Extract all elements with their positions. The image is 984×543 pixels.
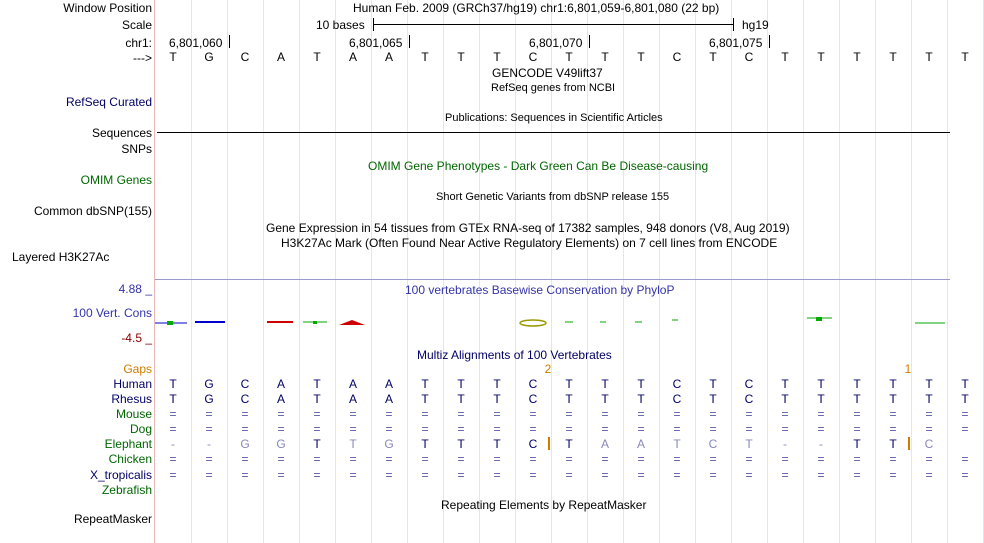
alignment-base-human: T — [637, 377, 645, 391]
alignment-base-human: T — [925, 377, 933, 391]
alignment-base-human: C — [744, 377, 754, 391]
gap-count: 2 — [544, 362, 552, 376]
label-strand: ---> — [133, 51, 152, 65]
alignment-base-elephant: T — [673, 437, 681, 451]
alignment-base-dog: = — [961, 422, 969, 436]
alignment-base-human: G — [204, 377, 214, 391]
coord-label: 6,801,070 — [529, 36, 583, 50]
scale-bar-left-tick — [373, 18, 374, 31]
alignment-base-mouse: = — [385, 407, 393, 421]
alignment-base-elephant: T — [889, 437, 897, 451]
alignment-base-chicken: = — [349, 452, 357, 466]
alignment-base-chicken: = — [493, 452, 501, 466]
alignment-base-xtrop: = — [925, 468, 933, 482]
window-position-text: Human Feb. 2009 (GRCh37/hg19) chr1:6,801,059-6,801,080 (22 bp) — [353, 1, 720, 15]
track-label-repeatmasker[interactable]: RepeatMasker — [73, 512, 152, 526]
species-label-elephant: Elephant — [104, 437, 152, 451]
assembly-label: hg19 — [742, 18, 769, 32]
alignment-base-human: T — [565, 377, 573, 391]
gtex-track-title: Gene Expression in 54 tissues from GTEx RNA-seq of 17382 samples, 948 donors (V8, Aug 2019) — [266, 221, 790, 235]
alignment-base-chicken: = — [205, 452, 213, 466]
alignment-base-human: T — [313, 377, 321, 391]
alignment-base-mouse: = — [169, 407, 177, 421]
alignment-base-rhesus: T — [889, 392, 897, 406]
label-window-position: Window Position — [63, 1, 152, 15]
track-label-snps[interactable]: SNPs — [121, 142, 152, 156]
alignment-base-elephant: G — [384, 437, 394, 451]
alignment-base-rhesus: T — [781, 392, 789, 406]
alignment-base-dog: = — [853, 422, 861, 436]
base-letter: T — [961, 50, 969, 64]
alignment-base-dog: = — [385, 422, 393, 436]
alignment-base-elephant: T — [565, 437, 573, 451]
alignment-base-chicken: = — [457, 452, 465, 466]
alignment-base-human: T — [709, 377, 717, 391]
alignment-base-rhesus: T — [457, 392, 465, 406]
base-letter: C — [528, 50, 538, 64]
alignment-base-mouse: = — [961, 407, 969, 421]
phylop-conservation-graph — [155, 300, 950, 340]
alignment-base-rhesus: T — [817, 392, 825, 406]
base-letter: T — [817, 50, 825, 64]
alignment-base-human: A — [348, 377, 357, 391]
alignment-base-mouse: = — [889, 407, 897, 421]
alignment-base-xtrop: = — [637, 468, 645, 482]
alignment-base-dog: = — [169, 422, 177, 436]
alignment-base-human: C — [672, 377, 682, 391]
alignment-base-mouse: = — [925, 407, 933, 421]
alignment-base-xtrop: = — [961, 468, 969, 482]
label-chr: chr1: — [125, 36, 152, 50]
alignment-base-chicken: = — [169, 452, 177, 466]
alignment-base-dog: = — [277, 422, 285, 436]
coord-tick — [409, 35, 410, 48]
base-letter: T — [565, 50, 573, 64]
alignment-base-xtrop: = — [349, 468, 357, 482]
phylop-track-title: 100 vertebrates Basewise Conservation by PhyloP — [405, 283, 675, 297]
base-letter: T — [493, 50, 501, 64]
track-label-dbsnp[interactable]: Common dbSNP(155) — [33, 204, 152, 218]
scale-bar-right-tick — [733, 18, 734, 31]
alignment-base-elephant: T — [349, 437, 357, 451]
alignment-base-human: T — [853, 377, 861, 391]
alignment-base-mouse: = — [565, 407, 573, 421]
alignment-base-elephant: - — [819, 437, 823, 451]
alignment-base-mouse: = — [493, 407, 501, 421]
alignment-base-chicken: = — [745, 452, 753, 466]
alignment-base-elephant: C — [528, 437, 538, 451]
alignment-base-human: T — [457, 377, 465, 391]
alignment-base-elephant: G — [276, 437, 286, 451]
alignment-base-dog: = — [565, 422, 573, 436]
alignment-base-xtrop: = — [565, 468, 573, 482]
alignment-base-elephant: C — [924, 437, 934, 451]
label-gaps: Gaps — [123, 362, 152, 376]
alignment-base-rhesus: A — [384, 392, 393, 406]
publications-track-title: Publications: Sequences in Scientific Articles — [445, 112, 663, 124]
track-label-h3k27ac[interactable]: Layered H3K27Ac — [12, 250, 110, 264]
alignment-base-chicken: = — [853, 452, 861, 466]
alignment-base-dog: = — [889, 422, 897, 436]
alignment-base-chicken: = — [601, 452, 609, 466]
alignment-base-human: A — [384, 377, 393, 391]
track-label-omim[interactable]: OMIM Genes — [80, 173, 152, 187]
alignment-base-elephant: T — [313, 437, 321, 451]
track-label-sequences[interactable]: Sequences — [91, 126, 152, 140]
alignment-base-elephant: C — [708, 437, 718, 451]
alignment-base-human: A — [276, 377, 285, 391]
alignment-base-mouse: = — [421, 407, 429, 421]
alignment-base-dog: = — [601, 422, 609, 436]
elephant-gap-marker — [908, 437, 910, 450]
alignment-base-xtrop: = — [313, 468, 321, 482]
species-label-x-tropicalis: X_tropicalis — [89, 468, 152, 482]
alignment-base-elephant: T — [745, 437, 753, 451]
alignment-base-chicken: = — [421, 452, 429, 466]
alignment-base-dog: = — [781, 422, 789, 436]
alignment-base-mouse: = — [601, 407, 609, 421]
base-letter: T — [781, 50, 789, 64]
alignment-base-human: T — [493, 377, 501, 391]
h3k27ac-track-title: H3K27Ac Mark (Often Found Near Active Regulatory Elements) on 7 cell lines from ENCODE — [281, 236, 778, 250]
cons-min-label: -4.5 _ — [121, 331, 152, 345]
alignment-base-mouse: = — [637, 407, 645, 421]
track-label-refseq[interactable]: RefSeq Curated — [65, 95, 152, 109]
alignment-base-dog: = — [349, 422, 357, 436]
alignment-base-rhesus: T — [961, 392, 969, 406]
base-letter: T — [889, 50, 897, 64]
alignment-base-chicken: = — [241, 452, 249, 466]
alignment-base-human: T — [817, 377, 825, 391]
base-letter: T — [169, 50, 177, 64]
alignment-base-rhesus: T — [421, 392, 429, 406]
alignment-base-elephant: - — [207, 437, 211, 451]
alignment-base-dog: = — [205, 422, 213, 436]
alignment-base-dog: = — [457, 422, 465, 436]
alignment-base-xtrop: = — [493, 468, 501, 482]
alignment-base-mouse: = — [241, 407, 249, 421]
alignment-base-human: T — [601, 377, 609, 391]
alignment-base-mouse: = — [781, 407, 789, 421]
alignment-base-dog: = — [637, 422, 645, 436]
alignment-base-rhesus: C — [240, 392, 250, 406]
alignment-base-chicken: = — [925, 452, 933, 466]
alignment-base-chicken: = — [673, 452, 681, 466]
alignment-base-mouse: = — [529, 407, 537, 421]
coord-label: 6,801,065 — [349, 36, 403, 50]
repeatmasker-track-title: Repeating Elements by RepeatMasker — [441, 498, 647, 512]
alignment-base-mouse: = — [853, 407, 861, 421]
alignment-base-xtrop: = — [421, 468, 429, 482]
base-letter: T — [925, 50, 933, 64]
alignment-base-xtrop: = — [529, 468, 537, 482]
alignment-base-elephant: - — [171, 437, 175, 451]
alignment-base-mouse: = — [817, 407, 825, 421]
alignment-base-mouse: = — [349, 407, 357, 421]
alignment-base-rhesus: T — [169, 392, 177, 406]
scale-text: 10 bases — [316, 18, 365, 32]
omim-track-title: OMIM Gene Phenotypes - Dark Green Can Be Disease-causing — [368, 159, 709, 173]
alignment-base-xtrop: = — [673, 468, 681, 482]
coord-tick — [229, 35, 230, 48]
alignment-base-elephant: T — [493, 437, 501, 451]
alignment-base-rhesus: T — [637, 392, 645, 406]
alignment-base-elephant: A — [600, 437, 609, 451]
alignment-base-mouse: = — [457, 407, 465, 421]
alignment-base-human: T — [889, 377, 897, 391]
alignment-base-chicken: = — [385, 452, 393, 466]
alignment-base-dog: = — [673, 422, 681, 436]
alignment-base-dog: = — [241, 422, 249, 436]
species-label-zebrafish: Zebrafish — [101, 483, 152, 497]
species-label-rhesus: Rhesus — [111, 392, 152, 406]
alignment-base-rhesus: G — [204, 392, 214, 406]
alignment-base-dog: = — [493, 422, 501, 436]
alignment-base-chicken: = — [277, 452, 285, 466]
species-label-mouse: Mouse — [115, 407, 152, 421]
alignment-base-rhesus: C — [672, 392, 682, 406]
base-letter: T — [601, 50, 609, 64]
scale-bar — [373, 24, 734, 25]
multiz-track-title: Multiz Alignments of 100 Vertebrates — [417, 348, 612, 362]
coord-label: 6,801,060 — [169, 36, 223, 50]
alignment-base-rhesus: T — [709, 392, 717, 406]
base-letter: T — [709, 50, 717, 64]
base-letter: C — [744, 50, 754, 64]
alignment-base-dog: = — [745, 422, 753, 436]
base-letter: G — [204, 50, 214, 64]
alignment-base-xtrop: = — [601, 468, 609, 482]
alignment-base-rhesus: T — [493, 392, 501, 406]
alignment-base-elephant: G — [240, 437, 250, 451]
alignment-base-chicken: = — [529, 452, 537, 466]
conservation-marks — [155, 317, 945, 326]
coord-label: 6,801,075 — [709, 36, 763, 50]
alignment-base-elephant: A — [636, 437, 645, 451]
alignment-base-xtrop: = — [277, 468, 285, 482]
alignment-base-xtrop: = — [457, 468, 465, 482]
alignment-base-human: T — [781, 377, 789, 391]
alignment-base-xtrop: = — [853, 468, 861, 482]
gencode-track-title[interactable]: GENCODE V49lift37 — [492, 66, 603, 80]
alignment-base-chicken: = — [637, 452, 645, 466]
sequences-divider — [157, 132, 950, 133]
base-letter: T — [637, 50, 645, 64]
coord-tick — [589, 35, 590, 48]
base-letter: C — [240, 50, 250, 64]
base-letter: T — [313, 50, 321, 64]
alignment-base-chicken: = — [313, 452, 321, 466]
species-label-chicken: Chicken — [108, 452, 152, 466]
species-label-dog: Dog — [129, 422, 152, 436]
cons-max-label: 4.88 _ — [118, 282, 152, 296]
base-letter: T — [457, 50, 465, 64]
alignment-base-rhesus: T — [313, 392, 321, 406]
alignment-base-rhesus: T — [853, 392, 861, 406]
alignment-base-mouse: = — [745, 407, 753, 421]
phylop-divider — [155, 279, 950, 280]
base-letter: T — [421, 50, 429, 64]
alignment-base-human: T — [961, 377, 969, 391]
alignment-base-human: C — [528, 377, 538, 391]
alignment-base-dog: = — [313, 422, 321, 436]
alignment-base-dog: = — [709, 422, 717, 436]
alignment-base-rhesus: T — [925, 392, 933, 406]
alignment-base-elephant: T — [853, 437, 861, 451]
alignment-base-elephant: T — [457, 437, 465, 451]
alignment-base-dog: = — [817, 422, 825, 436]
alignment-base-dog: = — [925, 422, 933, 436]
alignment-base-chicken: = — [961, 452, 969, 466]
alignment-base-mouse: = — [313, 407, 321, 421]
alignment-base-mouse: = — [205, 407, 213, 421]
alignment-base-xtrop: = — [241, 468, 249, 482]
base-letter: C — [672, 50, 682, 64]
alignment-base-dog: = — [421, 422, 429, 436]
alignment-base-dog: = — [529, 422, 537, 436]
coord-tick — [769, 35, 770, 48]
track-label-100-vert-cons[interactable]: 100 Vert. Cons — [72, 306, 152, 320]
alignment-base-human: T — [169, 377, 177, 391]
alignment-base-xtrop: = — [709, 468, 717, 482]
alignment-base-xtrop: = — [205, 468, 213, 482]
elephant-gap-marker — [548, 437, 550, 450]
base-letter: A — [276, 50, 285, 64]
alignment-base-chicken: = — [709, 452, 717, 466]
alignment-base-xtrop: = — [781, 468, 789, 482]
alignment-base-human: C — [240, 377, 250, 391]
alignment-base-chicken: = — [781, 452, 789, 466]
alignment-base-mouse: = — [673, 407, 681, 421]
alignment-base-rhesus: C — [528, 392, 538, 406]
dbsnp-track-title: Short Genetic Variants from dbSNP release 155 — [436, 191, 670, 203]
alignment-base-chicken: = — [889, 452, 897, 466]
base-letter: A — [384, 50, 393, 64]
refseq-track-subtitle: RefSeq genes from NCBI — [491, 82, 616, 94]
alignment-base-chicken: = — [565, 452, 573, 466]
alignment-base-elephant: - — [783, 437, 787, 451]
base-letter: T — [853, 50, 861, 64]
alignment-base-xtrop: = — [745, 468, 753, 482]
alignment-base-xtrop: = — [385, 468, 393, 482]
alignment-base-rhesus: A — [348, 392, 357, 406]
alignment-base-xtrop: = — [817, 468, 825, 482]
alignment-base-rhesus: T — [565, 392, 573, 406]
alignment-base-rhesus: T — [601, 392, 609, 406]
alignment-base-chicken: = — [817, 452, 825, 466]
base-letter: A — [348, 50, 357, 64]
gap-count: 1 — [904, 362, 912, 376]
alignment-base-elephant: T — [421, 437, 429, 451]
alignment-base-xtrop: = — [169, 468, 177, 482]
label-scale: Scale — [121, 18, 152, 32]
alignment-base-human: T — [421, 377, 429, 391]
alignment-base-xtrop: = — [889, 468, 897, 482]
alignment-base-rhesus: C — [744, 392, 754, 406]
alignment-base-rhesus: A — [276, 392, 285, 406]
alignment-base-mouse: = — [709, 407, 717, 421]
species-label-human: Human — [113, 377, 152, 391]
alignment-base-mouse: = — [277, 407, 285, 421]
